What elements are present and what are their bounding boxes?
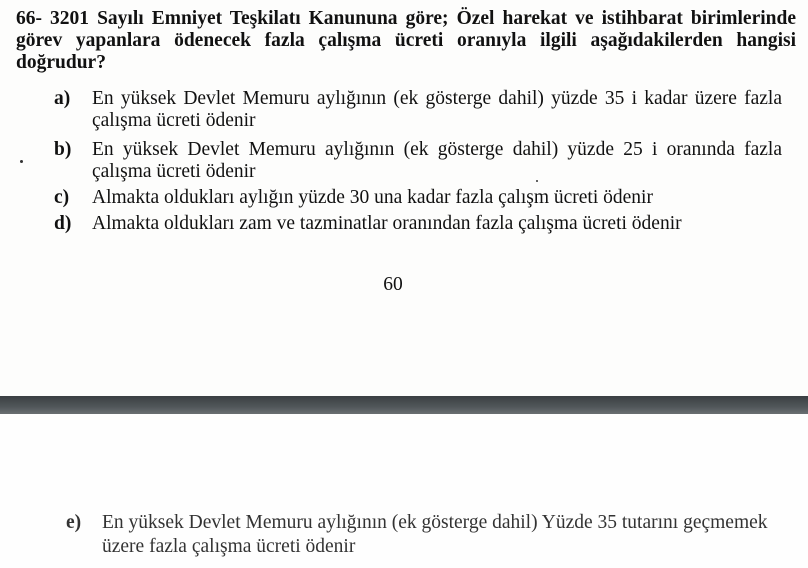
scan-speck	[20, 160, 23, 163]
option-a-text: En yüksek Devlet Memuru aylığının (ek gösterge dahil) yüzde 35 i kadar üzere fazla çalışma ücreti ödenir	[92, 88, 782, 131]
option-a-letter: a)	[54, 88, 71, 109]
option-c-text: Almakta oldukları aylığın yüzde 30 una kadar fazla çalışm ücreti ödenir	[92, 187, 653, 208]
option-e-text: En yüksek Devlet Memuru aylığının (ek gösterge dahil) Yüzde 35 tutarını geçmemek üzere fazla çalışma ücreti ödenir	[102, 512, 768, 557]
option-e-letter: e)	[66, 512, 82, 533]
option-d-text: Almakta oldukları zam ve tazminatlar oranından fazla çalışma ücreti ödenir	[92, 213, 682, 234]
option-d-letter: d)	[54, 213, 72, 234]
option-b-letter: b)	[54, 139, 72, 160]
option-c-letter: c)	[54, 187, 70, 208]
question-text: 66- 3201 Sayılı Emniyet Teşkilatı Kanununa göre; Özel harekat ve istihbarat birimlerinde görev yapanlara ödenecek fazla çalışma ücreti oranıyla ilgili aşağıdakilerden hangisi doğrudur?	[16, 8, 796, 73]
page-divider	[0, 396, 808, 414]
page-number: 60	[383, 274, 403, 295]
scan-speck	[536, 180, 538, 182]
option-b-text: En yüksek Devlet Memuru aylığının (ek gösterge dahil) yüzde 25 i oranında fazla çalışma ücreti ödenir	[92, 139, 782, 182]
